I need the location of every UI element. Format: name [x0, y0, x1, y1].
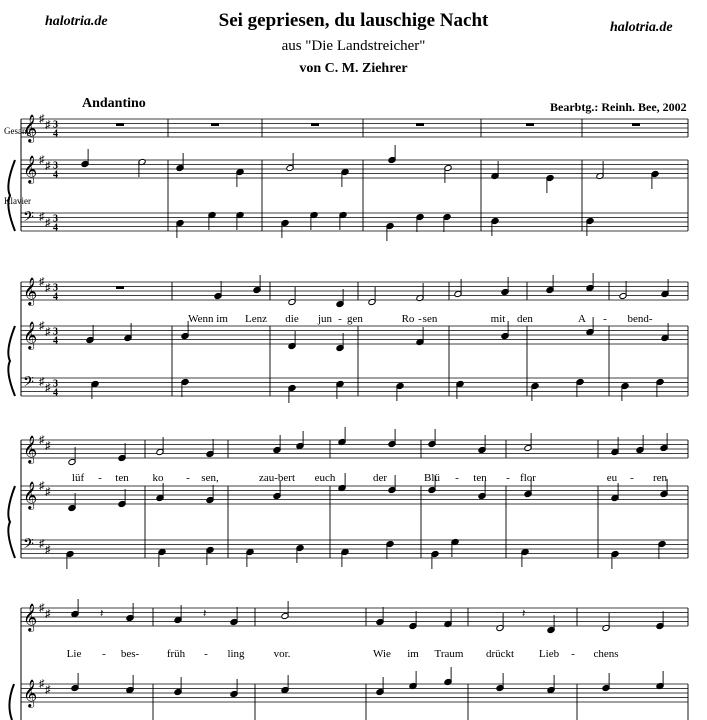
- sharp-icon: ♯: [39, 434, 45, 446]
- treble-clef-icon: 𝄞: [23, 435, 38, 463]
- lyric-syllable: gen: [347, 313, 363, 325]
- time-signature-bottom: 4: [53, 387, 58, 399]
- time-signature-top: 3: [53, 119, 58, 131]
- sharp-icon: ♯: [45, 486, 51, 498]
- treble-clef-icon: 𝄞: [23, 679, 38, 707]
- lyric-syllable: -: [418, 313, 422, 325]
- rests: [100, 123, 640, 620]
- sharp-icon: ♯: [39, 678, 45, 690]
- lyric-syllable: bend-: [627, 313, 653, 325]
- lyric-syllable: bes-: [120, 648, 140, 660]
- lyric-syllable: Lieb: [538, 648, 560, 660]
- song-subtitle: aus "Die Landstreicher": [281, 38, 426, 54]
- treble-clef-icon: 𝄞: [23, 155, 38, 183]
- lyric-syllable: -: [186, 472, 190, 484]
- lyric-syllable: -: [338, 313, 342, 325]
- site-label-left: halotria.de: [45, 14, 108, 29]
- lyric-syllable: der: [372, 472, 388, 484]
- grand-staff-brace: [8, 326, 15, 396]
- treble-clef-icon: 𝄞: [23, 277, 38, 305]
- whole-rest: [116, 123, 124, 126]
- sharp-icon: ♯: [39, 538, 45, 550]
- lyric-syllable: die: [285, 313, 299, 325]
- lyric-syllable: Lie: [66, 648, 82, 660]
- lyric-syllable: -: [630, 472, 634, 484]
- sharp-icon: ♯: [45, 382, 51, 394]
- lyric-syllable: jun: [317, 313, 333, 325]
- sharp-icon: ♯: [39, 602, 45, 614]
- composer-line: von C. M. Ziehrer: [299, 61, 408, 76]
- lyric-syllable: sen: [422, 313, 438, 325]
- lyric-syllable: euch: [314, 472, 336, 484]
- clefs: [23, 113, 58, 708]
- quarter-rest: 𝄽: [203, 608, 207, 620]
- whole-rest: [116, 286, 124, 289]
- sharp-icon: ♯: [39, 276, 45, 288]
- lyric-syllable: vor.: [273, 648, 291, 660]
- lyric-syllable: ling: [227, 648, 245, 660]
- lyric-syllable: sen,: [201, 472, 219, 484]
- sharp-icon: ♯: [45, 684, 51, 696]
- sharp-icon: ♯: [45, 608, 51, 620]
- lyric-syllable: flor: [520, 472, 536, 484]
- lyric-syllable: -: [98, 472, 102, 484]
- lyric-syllable: ren: [652, 472, 668, 484]
- lyric-syllable: eu: [606, 472, 618, 484]
- voice-label: Gesang: [4, 126, 31, 136]
- lyric-syllable: Blü: [424, 472, 440, 484]
- bass-clef-icon: 𝄢: [23, 374, 34, 394]
- lyric-syllable: -: [455, 472, 459, 484]
- lyric-syllable: A: [578, 313, 586, 325]
- sharp-icon: ♯: [45, 282, 51, 294]
- sharp-icon: ♯: [45, 217, 51, 229]
- sharp-icon: ♯: [39, 480, 45, 492]
- lyric-syllable: den: [517, 313, 533, 325]
- grand-staff-brace: [8, 160, 15, 231]
- lyric-syllable: -: [204, 648, 208, 660]
- sharp-icon: ♯: [45, 544, 51, 556]
- sharp-icon: ♯: [39, 211, 45, 223]
- barlines: [8, 119, 688, 720]
- sharp-icon: ♯: [45, 440, 51, 452]
- whole-rest: [211, 123, 219, 126]
- whole-rest: [416, 123, 424, 126]
- lyric-syllable: ten: [115, 472, 129, 484]
- whole-rest: [311, 123, 319, 126]
- song-title: Sei gepriesen, du lauschige Nacht: [218, 10, 489, 31]
- sharp-icon: ♯: [45, 119, 51, 131]
- time-signature-bottom: 4: [53, 128, 58, 140]
- lyric-syllable: -: [603, 313, 607, 325]
- whole-rest: [632, 123, 640, 126]
- lyric-syllable: -: [102, 648, 106, 660]
- lyric-syllable: ko: [152, 472, 164, 484]
- staff-lines: [21, 119, 688, 702]
- time-signature-bottom: 4: [53, 335, 58, 347]
- sharp-icon: ♯: [45, 160, 51, 172]
- grand-staff-brace: [9, 684, 14, 720]
- tempo-marking: Andantino: [82, 96, 146, 111]
- lyric-syllable: mit: [490, 313, 506, 325]
- arranger-credit: Bearbtg.: Reinh. Bee, 2002: [550, 100, 687, 114]
- time-signature-bottom: 4: [53, 222, 58, 234]
- lyric-syllable: zau-bert: [258, 472, 296, 484]
- lyric-syllable: -: [571, 648, 575, 660]
- time-signature-bottom: 4: [53, 291, 58, 303]
- time-signature-bottom: 4: [53, 169, 58, 181]
- time-signature-top: 3: [53, 326, 58, 338]
- lyric-syllable: Wenn im: [188, 313, 228, 325]
- quarter-rest: 𝄽: [522, 608, 526, 620]
- lyric-syllable: lüf: [71, 472, 85, 484]
- treble-clef-icon: 𝄞: [23, 603, 38, 631]
- lyric-syllable: im: [407, 648, 419, 660]
- sharp-icon: ♯: [39, 113, 45, 125]
- piano-label: Klavier: [4, 196, 31, 206]
- time-signature-top: 3: [53, 282, 58, 294]
- time-signature-top: 3: [53, 160, 58, 172]
- lyric-syllable: -: [506, 472, 510, 484]
- site-label-right: halotria.de: [610, 20, 673, 35]
- lyric-syllable: drückt: [485, 648, 515, 660]
- time-signature-top: 3: [53, 213, 58, 225]
- sharp-icon: ♯: [39, 154, 45, 166]
- lyric-syllable: Wie: [373, 648, 391, 660]
- bass-clef-icon: 𝄢: [23, 536, 34, 556]
- sharp-icon: ♯: [39, 376, 45, 388]
- lyric-syllable: früh: [166, 648, 186, 660]
- treble-clef-icon: 𝄞: [23, 321, 38, 349]
- lyric-syllable: chens: [593, 648, 619, 660]
- lyric-syllable: Traum: [434, 648, 464, 660]
- notes: [66, 145, 669, 698]
- lyric-syllable: Lenz: [245, 313, 267, 325]
- grand-staff-brace: [8, 486, 15, 558]
- whole-rest: [526, 123, 534, 126]
- sharp-icon: ♯: [45, 326, 51, 338]
- treble-clef-icon: 𝄞: [23, 481, 38, 509]
- bass-clef-icon: 𝄢: [23, 209, 34, 229]
- quarter-rest: 𝄽: [100, 608, 104, 620]
- lyric-syllable: Ro: [401, 313, 415, 325]
- time-signature-top: 3: [53, 378, 58, 390]
- lyric-syllable: ten: [473, 472, 487, 484]
- treble-clef-icon: 𝄞: [23, 114, 38, 142]
- sharp-icon: ♯: [39, 320, 45, 332]
